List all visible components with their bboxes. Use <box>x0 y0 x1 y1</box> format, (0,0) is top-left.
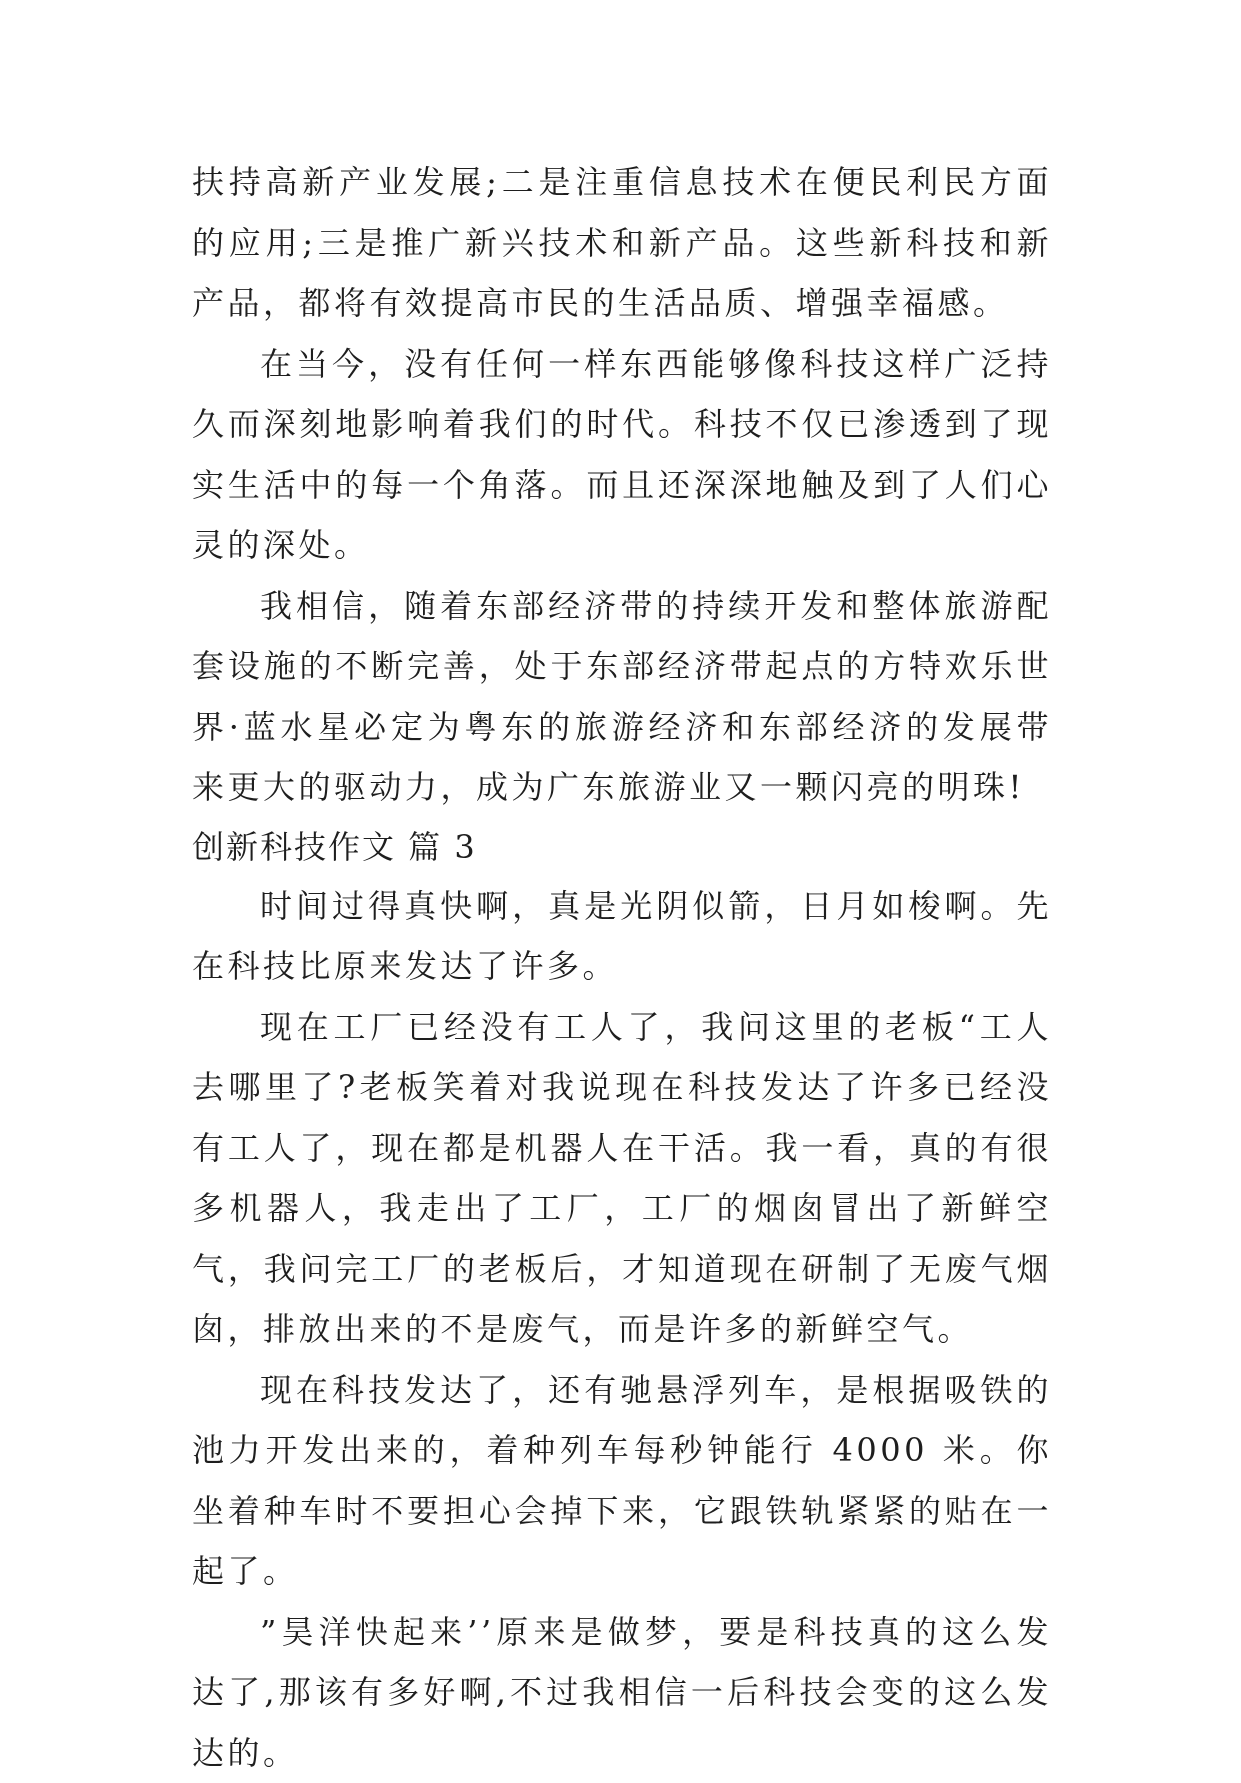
section-heading: 创新科技作文 篇 3 <box>192 818 1052 876</box>
paragraph-time-flies: 时间过得真快啊，真是光阴似箭，日月如梭啊。先在科技比原来发达了许多。 <box>192 876 1052 997</box>
paragraph-maglev-train: 现在科技发达了，还有驰悬浮列车，是根据吸铁的池力开发出来的，着种列车每秒钟能行 4000 米。你坐着种车时不要担心会掉下来，它跟铁轨紧紧的贴在一起了。 <box>192 1360 1052 1602</box>
document-body <box>192 152 1052 1783</box>
paragraph-continuation: 扶持高新产业发展;二是注重信息技术在便民利民方面的应用;三是推广新兴技术和新产品。这些新科技和新产品，都将有效提高市民的生活品质、增强幸福感。 <box>192 152 1052 334</box>
paragraph-technology-influence: 在当今，没有任何一样东西能够像科技这样广泛持久而深刻地影响着我们的时代。科技不仅已渗透到了现实生活中的每一个角落。而且还深深地触及到了人们心灵的深处。 <box>192 334 1052 576</box>
paragraph-dream-ending: ”昊洋快起来’’原来是做梦，要是科技真的这么发达了,那该有多好啊,不过我相信一后科技会变的这么发达的。 <box>192 1602 1052 1783</box>
paragraph-factory-robots: 现在工厂已经没有工人了，我问这里的老板“工人去哪里了?老板笑着对我说现在科技发达了许多已经没有工人了，现在都是机器人在干活。我一看，真的有很多机器人，我走出了工厂，工厂的烟囱冒出了新鲜空气，我问完工厂的老板后，才知道现在研制了无废气烟囱，排放出来的不是废气，而是许多的新鲜空气。 <box>192 997 1052 1360</box>
paragraph-eastern-economic-belt: 我相信，随着东部经济带的持续开发和整体旅游配套设施的不断完善，处于东部经济带起点的方特欢乐世界·蓝水星必定为粤东的旅游经济和东部经济的发展带来更大的驱动力，成为广东旅游业又一颗闪亮的明珠! <box>192 576 1052 818</box>
